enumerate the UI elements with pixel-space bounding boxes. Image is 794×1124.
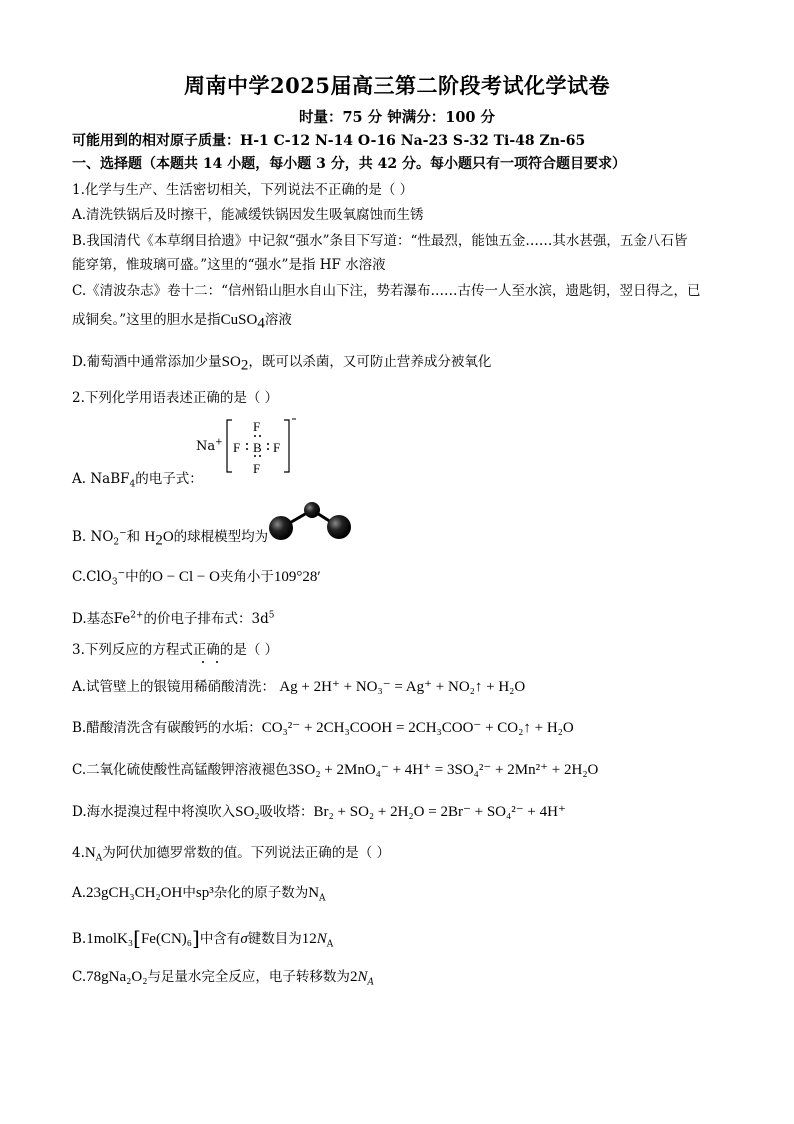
q2-d-config-sup: 5 (268, 610, 275, 621)
q1-option-b-line2: 能穿第，惟玻璃可盛。”这里的“强水”是指 HF 水溶液 (72, 257, 386, 273)
q1-c-formula-sub: 4 (257, 315, 265, 332)
q3-b-text: B.醋酸清洗含有碳酸钙的水垢： (72, 720, 262, 736)
lewis-structure-nabf4 (196, 416, 306, 482)
q3-option-a (72, 678, 525, 696)
q2-d-ion-sup: 2+ (130, 610, 144, 621)
q1-c-suffix: 溶液 (264, 312, 292, 328)
q4-na: N (84, 845, 96, 861)
q3-d-equation: Br₂ + SO₂ + 2H₂O = 2Br⁻ + SO₄²⁻ + 4H⁺ (313, 804, 566, 820)
q4-a-hyb: sp³ (195, 885, 214, 901)
q4-b-mid: 中含有 (199, 931, 241, 947)
q4-c-na-sub: A (367, 977, 374, 988)
q2-b-and: 和 (126, 529, 141, 545)
emphasis-dot (216, 661, 218, 663)
q2-b-sub: 2 (113, 537, 120, 548)
q1-option-c-line1: C.《清波杂志》卷十二：“信州铅山胆水自山下注，势若瀑布……古传一人至水滨，遗匙钥，翌日得之，已 (72, 283, 701, 299)
q1-option-a: A.清洗铁锅后及时擦干，能减缓铁锅因发生吸氧腐蚀而生锈 (72, 207, 424, 223)
q1-option-b-line1: B.我国清代《本草纲目拾遗》中记叙“强水”条目下写道：“性最烈，能蚀五金……其水甚强，五金八石皆 (72, 233, 688, 249)
q3-d-formula: SO₂ (235, 804, 260, 820)
q2-c-mid: 中的 (125, 569, 153, 585)
q1-d-text: D.葡萄酒中通常添加少量 (72, 354, 222, 370)
q2-option-b (72, 528, 269, 549)
q4-b-value: 12 (301, 931, 317, 947)
q2-option-d (72, 611, 275, 627)
q3-c-text: C.二氧化硫使酸性高锰酸钾溶液褪色 (72, 762, 289, 778)
q4-c-post: 与足量水完全反应，电子转移数为 (147, 969, 350, 985)
q4-a-post: 杂化的原子数为 (213, 885, 309, 901)
q2-d-config: 3d (251, 611, 269, 627)
q2-b-h-sub: 2 (155, 532, 163, 549)
q2-d-text: D.基态 (72, 611, 114, 627)
q4-a-na: N (308, 885, 320, 901)
q1-c-formula: CuSO (220, 312, 258, 328)
lewis-cation: Na+ (196, 437, 223, 454)
q3-d-text: D.海水提溴过程中将溴吹入 (72, 804, 236, 820)
q4-b-na: N (316, 931, 327, 947)
q4-stem-text: 为阿伏加德罗常数的值。下列说法正确的是（ ） (102, 845, 391, 861)
q2-option-c (72, 568, 321, 586)
q2-d-mid: 的价电子排布式： (143, 611, 252, 627)
q2-d-ion: Fe (113, 611, 131, 627)
q1-option-d (72, 353, 492, 374)
q2-stem: 2.下列化学用语表述正确的是（ ） (72, 390, 279, 406)
q4-option-c (72, 968, 374, 986)
q4-b-sigma: σ (240, 931, 248, 947)
svg-text:B: B (253, 440, 262, 455)
q1-d-formula: SO (221, 354, 241, 370)
q4-b-formula: 1molK₃ (86, 931, 134, 947)
q2-c-text: C. (72, 569, 87, 585)
q4-stem (72, 844, 390, 862)
emphasis-dot (202, 661, 204, 663)
q1-option-c-line2 (72, 311, 292, 332)
q2-c-formula: ClO (86, 569, 112, 585)
q3-d-mid: 吸收塔： (259, 804, 314, 820)
q4-number: 4. (72, 845, 85, 861)
q4-b-complex: Fe(CN)₆ (140, 931, 192, 947)
q2-b-o: O (162, 529, 174, 545)
q3-stem: 3.下列反应的方程式正确的是（ ） (72, 642, 279, 658)
q4-b-label: B. (72, 931, 87, 947)
exam-title: 周南中学2025届高三第二阶段考试化学试卷 (184, 73, 610, 98)
q2-b-h: H (144, 529, 156, 545)
q4-a-mid: 中 (182, 885, 196, 901)
q3-option-d (72, 803, 566, 821)
q4-a-na-sub: A (319, 893, 326, 904)
q4-c-value: 2 (349, 969, 358, 985)
q4-c-na: N (357, 969, 368, 985)
q1-d-suffix: ，既可以杀菌，又可防止营养成分被氧化 (248, 354, 492, 370)
q2-c-sup: − (117, 568, 126, 579)
q2-b-sup: − (119, 528, 127, 539)
svg-text:F: F (273, 440, 281, 455)
svg-text:F: F (233, 440, 241, 455)
q4-a-label: A. (72, 885, 87, 901)
q1-stem: 1.化学与生产、生活密切相关，下列说法不正确的是（ ） (72, 182, 414, 198)
atomic-masses: 可能用到的相对原子质量：H-1 C-12 N-14 O-16 Na-23 S-32 Ti-48 Zn-65 (72, 133, 586, 149)
q3-c-equation: 3SO₂ + 2MnO₄⁻ + 4H⁺ = 3SO₄²⁻ + 2Mn²⁺ + 2H₂O (288, 762, 599, 778)
ball-and-stick-model (268, 500, 358, 542)
q4-na-sub: A (95, 853, 103, 864)
q2-c-bond: O − Cl − O (152, 569, 220, 585)
q4-c-formula: 78gNa₂O₂ (86, 969, 148, 985)
q2-a-sub: 4 (129, 479, 136, 490)
q4-c-label: C. (72, 969, 87, 985)
q2-b-text: B. NO (72, 529, 114, 545)
q4-b-post: 键数目为 (247, 931, 302, 947)
lewis-anion-diagram (224, 416, 296, 478)
q4-option-b: B.1molK₃[Fe(CN)₆]中含有σ键数目为$12N_A$ (72, 926, 334, 950)
q2-a-suffix: 的电子式： (135, 471, 203, 487)
q2-c-post: 夹角小于 (219, 569, 274, 585)
svg-text:F: F (253, 419, 261, 434)
q3-option-c (72, 761, 598, 779)
q1-d-formula-sub: 2 (240, 357, 249, 374)
exam-time-info: 时量：75 分 钟满分：100 分 (298, 109, 496, 126)
q2-c-angle: 109°28′ (273, 569, 321, 585)
svg-text:F: F (253, 461, 261, 476)
section-title: 一、选择题（本题共 14 小题，每小题 3 分，共 42 分。每小题只有一项符合题目要求） (72, 156, 626, 172)
q3-a-text: A.试管壁上的银镜用稀硝酸清洗： (72, 679, 276, 695)
q2-a-text: A. NaBF (72, 471, 130, 487)
q3-b-equation: CO₃²⁻ + 2CH₃COOH = 2CH₃COO⁻ + CO₂↑ + H₂O (261, 720, 574, 736)
q2-c-sub: 3 (111, 577, 118, 588)
q3-a-equation: Ag + 2H⁺ + NO₃⁻ = Ag⁺ + NO₂↑ + H₂O (279, 679, 526, 695)
q2-b-suffix: 的球棍模型均为 (173, 529, 269, 545)
q2-option-a (72, 471, 203, 490)
q4-a-formula: 23gCH₃CH₂OH (86, 885, 183, 901)
q3-option-b (72, 719, 574, 737)
q4-b-na-sub: A (326, 939, 334, 950)
q1-c-text: 成铜矣。”这里的胆水是指 (72, 312, 221, 328)
q4-option-a (72, 884, 326, 902)
